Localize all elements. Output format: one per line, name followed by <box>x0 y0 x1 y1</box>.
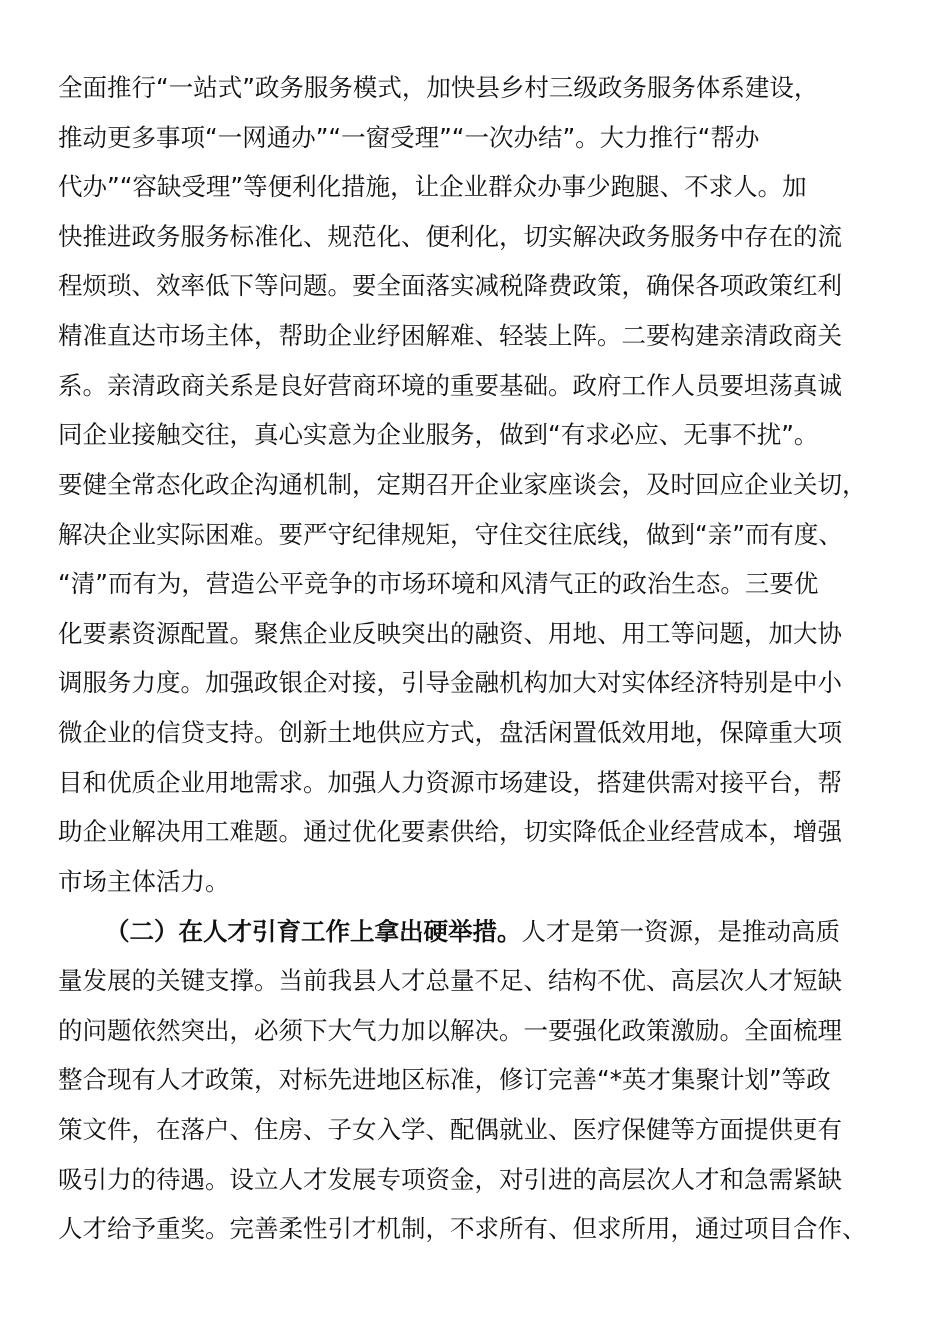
text-line: 人才给予重奖。完善柔性引才机制，不求所有、但求所用，通过项目合作、 <box>58 1214 867 1243</box>
text-line: 系。亲清政商关系是良好营商环境的重要基础。政府工作人员要坦荡真诚 <box>58 371 842 400</box>
text-line: 微企业的信贷支持。创新土地供应方式，盘活闲置低效用地，保障重大项 <box>58 718 842 747</box>
text-line: 助企业解决用工难题。通过优化要素供给，切实降低企业经营成本，增强 <box>58 817 842 846</box>
text-line: 代办”“容缺受理”等便利化措施，让企业群众办事少跑腿、不求人。加 <box>58 172 807 201</box>
text-line: 吸引力的待遇。设立人才发展专项资金，对引进的高层次人才和急需紧缺 <box>58 1165 842 1194</box>
section-heading: （二）在人才引育工作上拿出硬举措。 <box>105 917 522 946</box>
text-line: “清”而有为，营造公平竞争的市场环境和风清气正的政治生态。三要优 <box>58 569 819 598</box>
text-line: 同企业接触交往，真心实意为企业服务，做到“有求必应、无事不扰”。 <box>58 420 819 449</box>
text-line: 快推进政务服务标准化、规范化、便利化，切实解决政务服务中存在的流 <box>58 222 842 251</box>
text-line: 程烦琐、效率低下等问题。要全面落实减税降费政策，确保各项政策红利 <box>58 271 842 300</box>
text-line: 目和优质企业用地需求。加强人力资源市场建设，搭建供需对接平台，帮 <box>58 768 842 797</box>
text-line: 全面推行“一站式”政务服务模式，加快县乡村三级政务服务体系建设， <box>58 73 819 102</box>
text-line: 化要素资源配置。聚焦企业反映突出的融资、用地、用工等问题，加大协 <box>58 619 842 648</box>
text-line: 推动更多事项“一网通办”“一窗受理”“一次办结”。大力推行“帮办 <box>58 123 760 152</box>
section-heading-line <box>105 912 945 952</box>
text-line: 精准直达市场主体，帮助企业纾困解难、轻装上阵。二要构建亲清政商关 <box>58 321 842 350</box>
text-line: 量发展的关键支撑。当前我县人才总量不足、结构不优、高层次人才短缺 <box>58 966 842 995</box>
text-line: 策文件，在落户、住房、子女入学、配偶就业、医疗保健等方面提供更有 <box>58 1115 842 1144</box>
text-line: 市场主体活力。 <box>58 867 230 896</box>
text-line: 要健全常态化政企沟通机制，定期召开企业家座谈会，及时回应企业关切， <box>58 470 867 499</box>
text-line: 整合现有人才政策，对标先进地区标准，修订完善“*英才集聚计划”等政 <box>58 1065 831 1094</box>
text-line: 调服务力度。加强政银企对接，引导金融机构加大对实体经济特别是中小 <box>58 668 842 697</box>
text-line: 解决企业实际困难。要严守纪律规矩，守住交往底线，做到“亲”而有度、 <box>58 520 843 549</box>
text-line: 的问题依然突出，必须下大气力加以解决。一要强化政策激励。全面梳理 <box>58 1016 842 1045</box>
section-heading-text: 人才是第一资源，是推动高质 <box>521 917 840 946</box>
